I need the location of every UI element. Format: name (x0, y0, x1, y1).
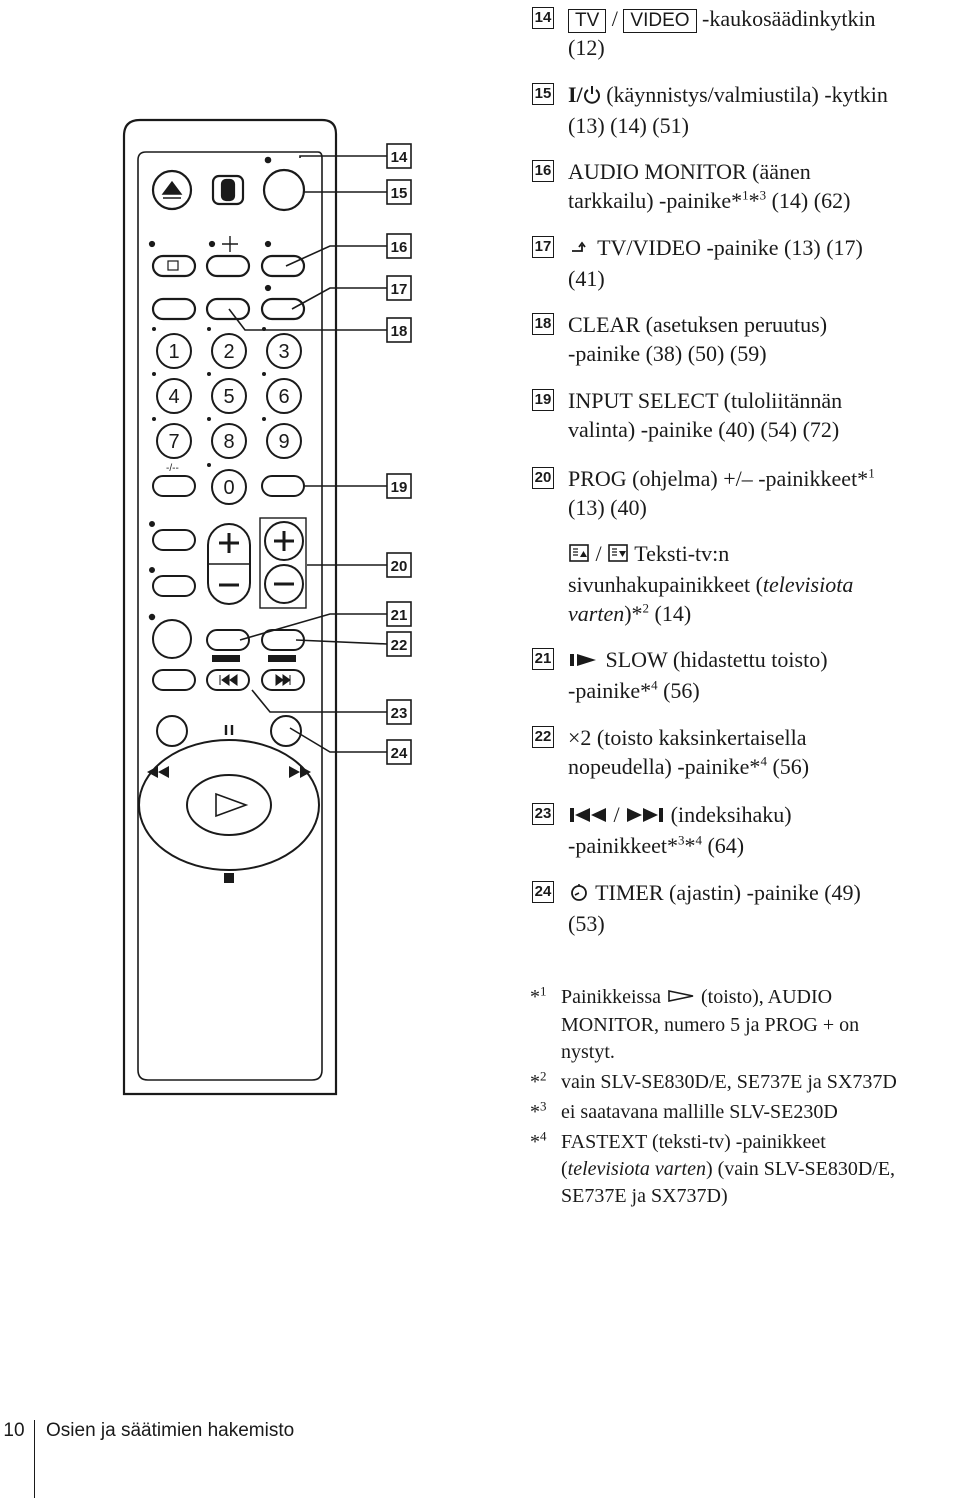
teletext-line2-italic: televisiota (762, 572, 854, 598)
footnote-mark: * (530, 1071, 540, 1093)
footnote-ref: 4 (651, 678, 658, 694)
item-20-line2: (13) (40) (568, 495, 647, 520)
remote-face-outline (138, 152, 322, 1080)
index-prev-icon (568, 802, 608, 831)
callout-leader-17 (292, 288, 387, 309)
footnote-1-line3: nystyt. (561, 1040, 615, 1063)
legend-item-18 (532, 310, 960, 368)
separator: / (595, 541, 602, 566)
legend-item-20 (532, 464, 960, 522)
callout-leader-24 (290, 728, 387, 752)
item-16-pages: (14) (62) (766, 188, 851, 213)
legend-item-19 (532, 386, 960, 444)
footnote-mark: * (530, 1131, 540, 1153)
callout-leader-22 (296, 640, 387, 644)
item-number-16: 16 (532, 160, 554, 182)
callout-number: 20 (390, 558, 408, 575)
item-number-17: 17 (532, 236, 554, 258)
item-16-line2: tarkkailu) -painike* (568, 188, 743, 213)
footnote-1 (530, 984, 960, 1066)
item-number-19: 19 (532, 389, 554, 411)
teletext-line1: Teksti-tv:n (634, 541, 730, 566)
item-15-line1: (käynnistys/valmiustila) -kytkin (606, 82, 888, 107)
footnote-number: 3 (540, 1098, 547, 1114)
index-button (207, 256, 249, 276)
callout-leader-14 (300, 156, 387, 158)
teletext-pages: (14) (649, 601, 692, 627)
power-button (264, 170, 304, 210)
button-row3-left (153, 299, 195, 319)
item-14-line1: -kaukosäädinkytkin (702, 6, 876, 31)
legend-item-14 (532, 4, 960, 62)
timer-icon (568, 880, 590, 909)
digit-label: 1 (168, 341, 180, 363)
digit-label: 8 (223, 431, 235, 453)
item-22-pages: (56) (766, 754, 810, 779)
item-24-line1: TIMER (ajastin) -painike (49) (595, 880, 861, 905)
item-number-24: 24 (532, 881, 554, 903)
audio-monitor-button (262, 256, 304, 276)
digit-label: 5 (223, 386, 235, 408)
footnote-2-line1: vain SLV-SE830D/E, SE737E ja SX737D (561, 1071, 897, 1093)
button-row-index-left (153, 670, 195, 690)
item-number-14: 14 (532, 7, 554, 29)
digit-label: 7 (168, 431, 180, 453)
footnote-star: * (748, 188, 760, 213)
digit-label: 0 (223, 477, 235, 499)
item-17-line1: TV/VIDEO -painike (13) (17) (597, 235, 863, 260)
footnote-mark: * (530, 1101, 540, 1123)
video-label: VIDEO (623, 9, 696, 33)
footnote-3-line1: ei saatavana mallille SLV-SE230D (561, 1101, 838, 1123)
footnote-ref: 3 (677, 833, 685, 849)
legend-item-22 (532, 723, 960, 781)
footnote-1-line2: MONITOR, numero 5 ja PROG + on (561, 1013, 860, 1036)
index-next-icon (625, 802, 665, 831)
item-20-line1: PROG (ohjelma) +/– -painikkeet* (568, 466, 869, 491)
callout-number: 24 (390, 745, 408, 762)
teletext-down-icon (607, 541, 629, 570)
page-number: 10 (3, 1420, 25, 1441)
legend-item-21 (532, 645, 960, 705)
play-button (187, 775, 271, 835)
footnote-4-line1: FASTEXT (teksti-tv) -painikkeet (561, 1131, 826, 1153)
power-symbol: I/ (568, 82, 583, 107)
input-select-button (262, 476, 304, 496)
callout-number: 14 (390, 149, 408, 166)
legend-item-15 (532, 80, 960, 140)
footnote-mark: * (530, 986, 540, 1008)
play-icon (666, 985, 696, 1012)
input-icon (568, 235, 592, 264)
tv-label: TV (568, 9, 606, 33)
footnote-ref: 2 (642, 601, 650, 617)
item-14-line2: (12) (568, 35, 605, 60)
item-23-line2: -painikkeet* (568, 833, 678, 859)
callout-leader-18 (229, 309, 387, 330)
teletext-line3-italic: varten (568, 601, 625, 627)
footnote-star: * (684, 833, 696, 859)
item-19-line2: valinta) -painike (40) (54) (72) (568, 417, 840, 442)
teletext-line3: )* (624, 601, 643, 627)
legend-item-teletext (532, 539, 960, 628)
item-number-18: 18 (532, 313, 554, 335)
footnote-4 (530, 1129, 960, 1210)
footnote-1-line1b: (toisto), AUDIO (701, 986, 833, 1008)
power-icon (583, 82, 601, 111)
digit-label: 6 (278, 386, 290, 408)
callout-number: 19 (390, 479, 408, 496)
remote-control-diagram (0, 0, 530, 1110)
item-23-line1: (indeksihaku) (670, 802, 792, 827)
digit-label: 3 (278, 341, 290, 363)
dash-label: -/-- (166, 463, 179, 474)
footnote-1-line1: Painikkeissa (561, 986, 661, 1008)
item-22-line2: nopeudella) -painike* (568, 754, 761, 779)
transport-dial (139, 740, 319, 870)
callout-number: 21 (390, 607, 408, 624)
digit-label: 4 (168, 386, 180, 408)
teletext-up-icon (568, 541, 590, 570)
digit-label: 9 (278, 431, 290, 453)
legend-item-23 (532, 800, 960, 860)
legend-item-24 (532, 878, 960, 938)
item-24-line2: (53) (568, 911, 605, 937)
item-18-line1: CLEAR (asetuksen peruutus) (568, 312, 828, 337)
item-number-21: 21 (532, 648, 554, 670)
digit-label: 2 (223, 341, 235, 363)
item-number-20: 20 (532, 467, 554, 489)
footnote-number: 4 (540, 1128, 547, 1144)
item-15-line2: (13) (14) (51) (568, 113, 689, 139)
footnote-number: 2 (540, 1068, 547, 1084)
item-19-line1: INPUT SELECT (tuloliitännän (568, 388, 843, 413)
item-number-15: 15 (532, 83, 554, 105)
callout-number: 16 (390, 239, 408, 256)
separator: / (613, 802, 620, 827)
callout-number: 23 (390, 705, 408, 722)
tv-video-button (262, 299, 304, 319)
times-icon: × (568, 725, 581, 750)
footnote-ref: 3 (759, 187, 767, 203)
dash-button (153, 476, 195, 496)
footnote-4-line3: SE737E ja SX737D) (561, 1185, 728, 1207)
item-number-23: 23 (532, 803, 554, 825)
footnote-4-line2b: ) (vain SLV-SE830D/E, (705, 1158, 896, 1180)
teletext-button (153, 530, 195, 550)
item-17-line2: (41) (568, 266, 605, 292)
slow-icon (568, 647, 600, 676)
display-button (153, 256, 195, 276)
item-22-line1: 2 (toisto kaksinkertaisella (580, 725, 807, 750)
button-row3-mid (207, 299, 249, 319)
footnote-ref: 1 (868, 465, 875, 481)
section-title: Osien ja säätimien hakemisto (46, 1420, 295, 1441)
item-23-pages: (64) (701, 833, 745, 859)
footer-divider (34, 1420, 35, 1498)
item-18-line2: -painike (38) (50) (59) (568, 341, 767, 366)
callout-leader-23 (252, 690, 387, 712)
callout-number: 15 (390, 185, 408, 202)
item-21-line1: SLOW (hidastettu toisto) (605, 647, 828, 672)
separator: / (611, 6, 618, 31)
callout-number: 18 (390, 323, 408, 340)
round-button (153, 620, 191, 658)
teletext-line2: sivunhakupainikkeet ( (568, 572, 763, 598)
footnote-4-line2-italic: televisiota varten (567, 1158, 706, 1180)
footnote-3 (530, 1099, 960, 1126)
tv-mode-button (153, 576, 195, 596)
callout-number: 17 (390, 281, 408, 298)
footnote-ref: 1 (742, 187, 749, 203)
footnote-ref: 4 (695, 833, 702, 849)
item-number-22: 22 (532, 726, 554, 748)
item-21-pages: (56) (657, 678, 700, 704)
footnote-2 (530, 1069, 960, 1096)
callout-number: 22 (390, 637, 408, 654)
item-16-line1: AUDIO MONITOR (äänen (568, 159, 811, 184)
footnote-ref: 4 (760, 753, 767, 769)
legend-item-17 (532, 233, 960, 293)
footnote-4-line2a: ( (561, 1158, 568, 1180)
small-round-button (157, 716, 187, 746)
legend-item-16 (532, 157, 960, 215)
footnote-number: 1 (540, 983, 547, 999)
item-21-line2: -painike* (568, 678, 652, 704)
